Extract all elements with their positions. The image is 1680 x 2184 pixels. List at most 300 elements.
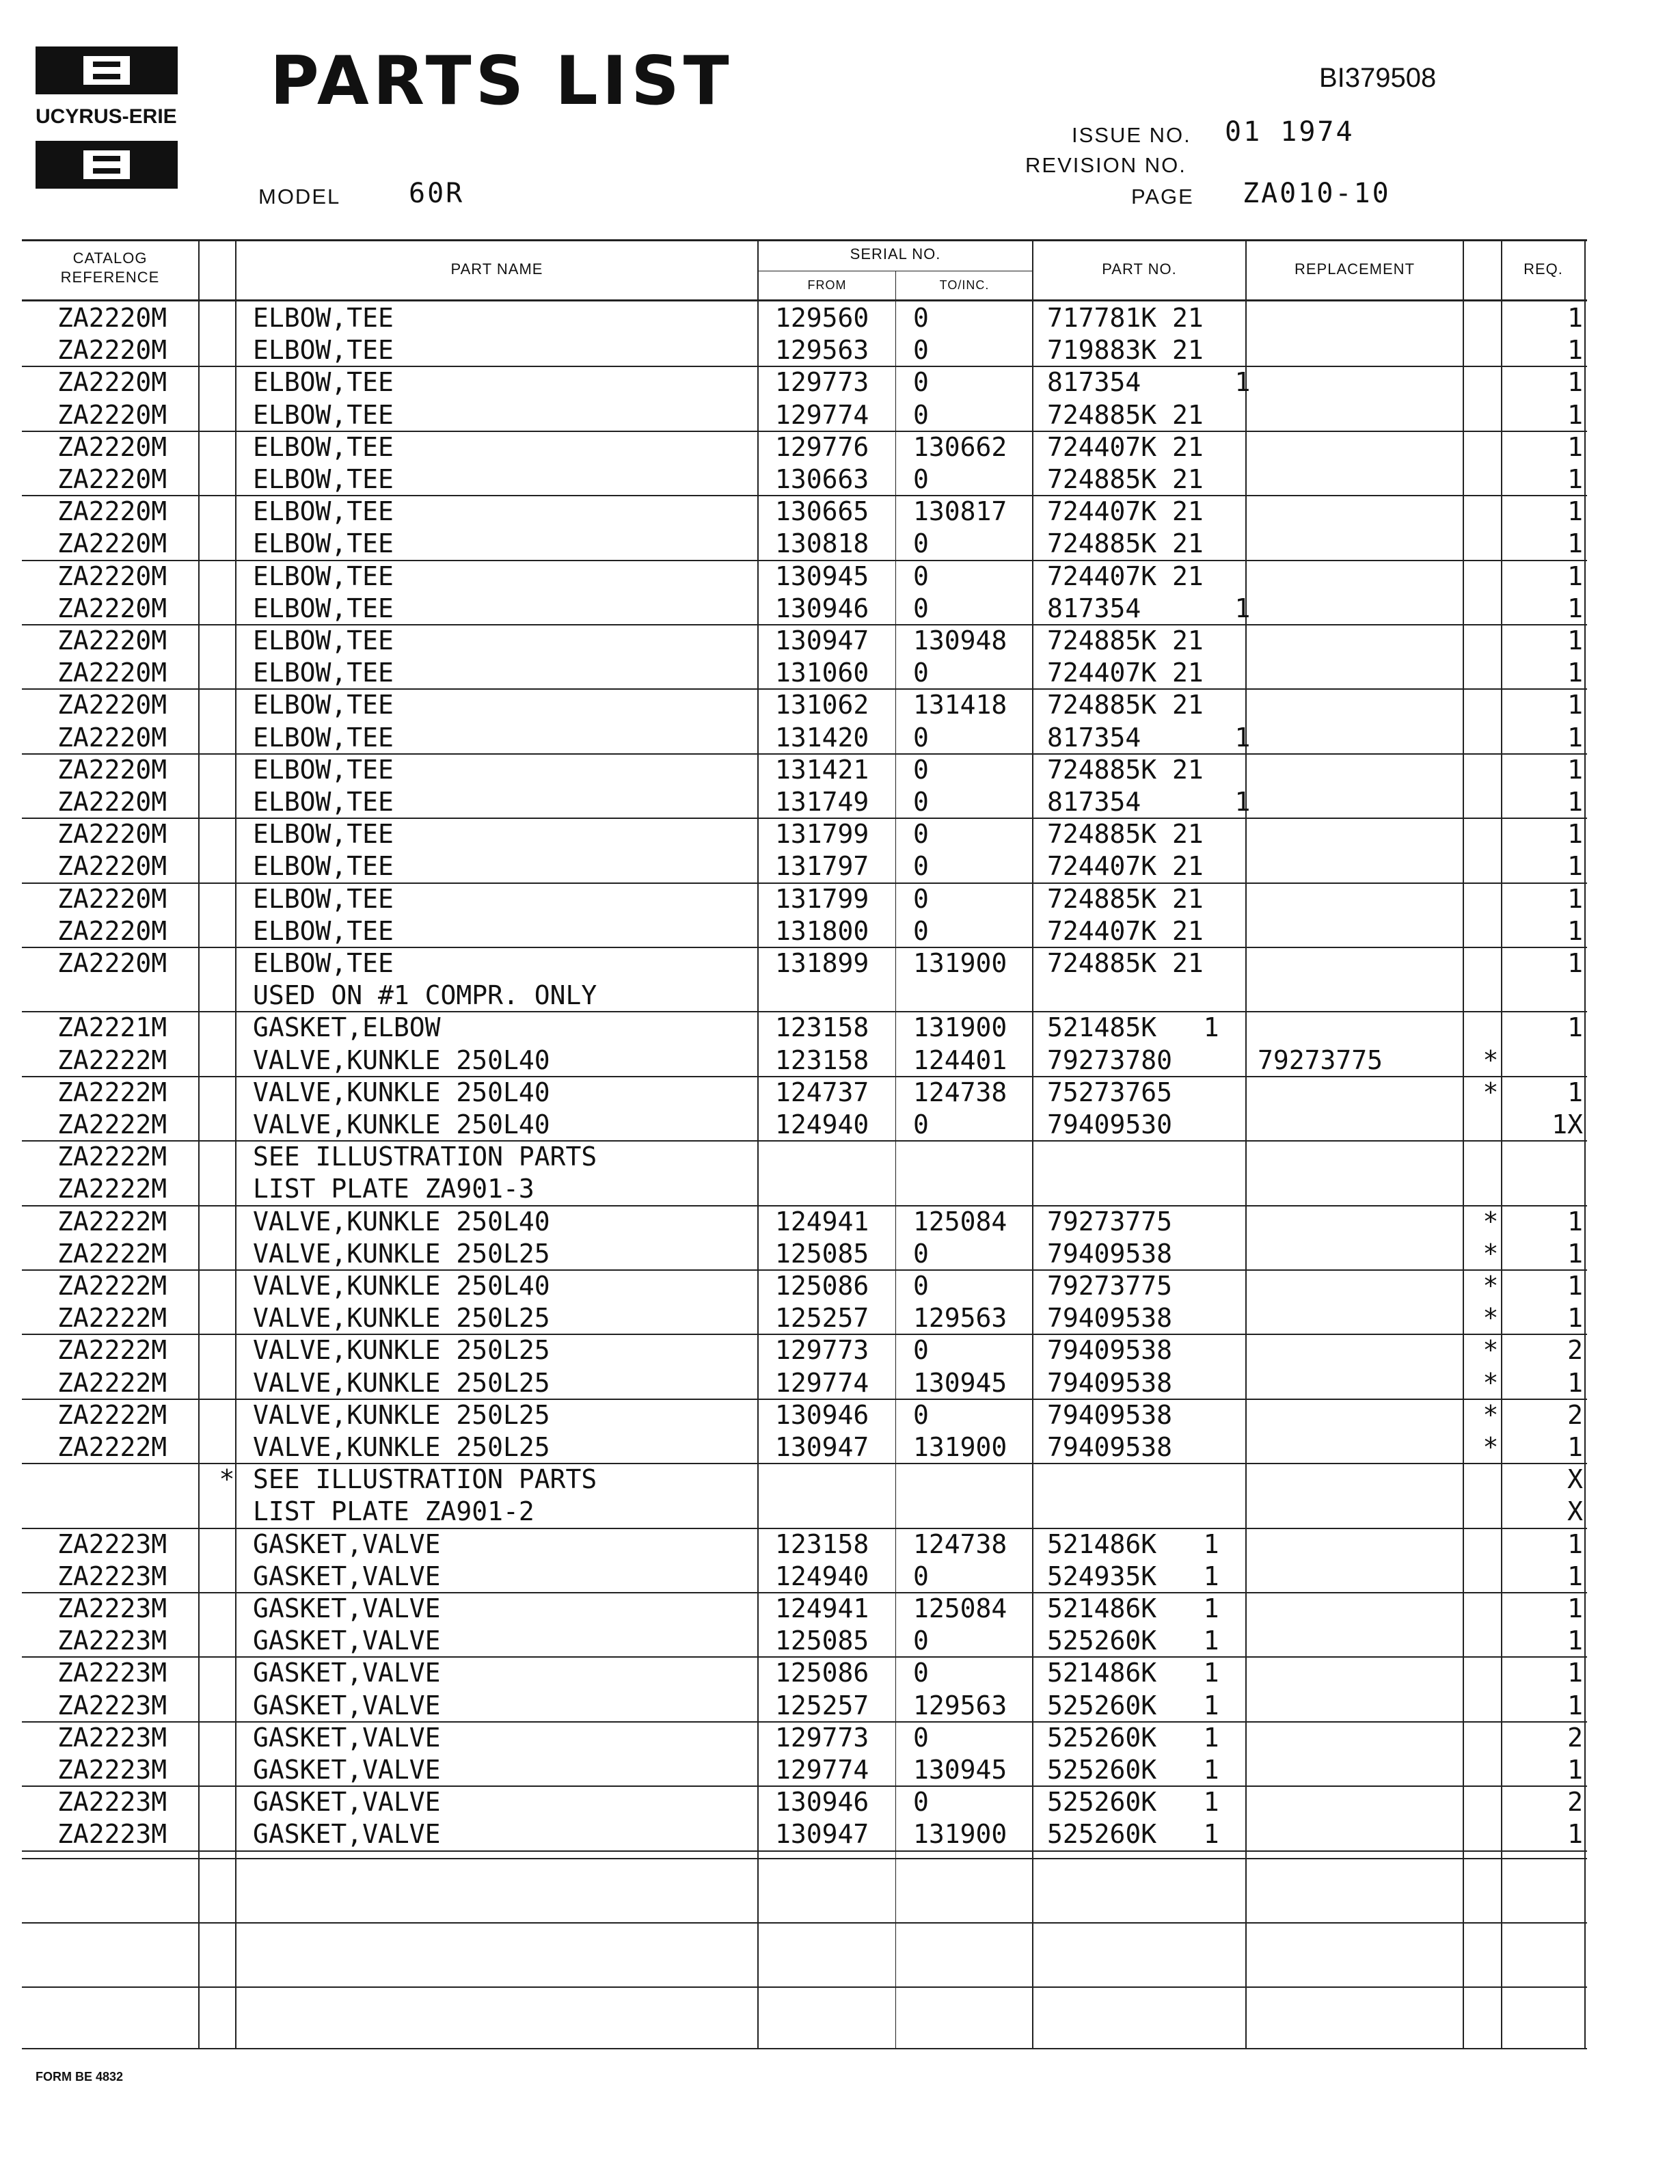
footnote-marker <box>213 1334 241 1366</box>
part-name: GASKET,VALVE <box>253 1528 441 1559</box>
replacement-marker: * <box>1482 1271 1499 1301</box>
part-number: 79409530 <box>1047 1109 1173 1140</box>
part-number: 724407K 21 <box>1047 851 1204 882</box>
serial-to: 0 <box>913 1561 929 1591</box>
table-row <box>22 1012 1587 1044</box>
table-row <box>22 625 1587 657</box>
table-row <box>22 1657 1587 1689</box>
serial-to: 0 <box>913 915 929 946</box>
replacement-marker <box>1474 915 1508 947</box>
table-row <box>22 302 1587 334</box>
serial-to: 124738 <box>913 1077 1007 1107</box>
required-quantity: X <box>1567 1496 1583 1527</box>
footnote-marker <box>213 883 241 915</box>
part-number: 817354 1 <box>1047 722 1251 753</box>
revision-label: REVISION NO. <box>1025 153 1187 177</box>
serial-to: 0 <box>913 1399 929 1430</box>
serial-to: 0 <box>913 1109 929 1140</box>
catalog-reference: ZA2222M <box>57 1399 167 1430</box>
part-name: GASKET,VALVE <box>253 1787 441 1818</box>
table-row <box>22 1722 1587 1754</box>
catalog-reference: ZA2220M <box>57 367 167 398</box>
serial-from: 129773 <box>775 1335 869 1366</box>
table-row <box>22 1399 1587 1431</box>
part-name: ELBOW,TEE <box>253 593 394 623</box>
catalog-reference: ZA2222M <box>57 1044 167 1075</box>
model-label: MODEL <box>258 185 341 208</box>
catalog-reference: ZA2220M <box>57 883 167 914</box>
replacement-marker <box>1474 366 1508 399</box>
footnote-marker <box>213 496 241 528</box>
table-row <box>22 431 1587 463</box>
catalog-reference: ZA2223M <box>57 1658 167 1688</box>
required-quantity: 1 <box>1567 1561 1583 1591</box>
replacement-marker <box>1474 334 1508 366</box>
replacement-marker: * <box>1482 1432 1499 1462</box>
part-name: VALVE,KUNKLE 250L40 <box>253 1044 550 1075</box>
replacement-marker <box>1474 1464 1508 1496</box>
catalog-reference: ZA2220M <box>57 690 167 720</box>
part-name: GASKET,VALVE <box>253 1690 441 1721</box>
footnote-marker <box>213 399 241 431</box>
replacement-marker <box>1474 1754 1508 1786</box>
serial-to: 124401 <box>913 1044 1007 1075</box>
catalog-reference: ZA2220M <box>57 787 167 817</box>
serial-from: 130946 <box>775 1399 869 1430</box>
part-name: VALVE,KUNKLE 250L40 <box>253 1077 550 1107</box>
replacement-marker <box>1474 528 1508 560</box>
table-row <box>22 1109 1587 1141</box>
table-row <box>22 1625 1587 1657</box>
replacement-marker <box>1474 1818 1508 1850</box>
catalog-reference: ZA2220M <box>57 625 167 656</box>
catalog-reference: ZA2220M <box>57 851 167 882</box>
replacement-marker: * <box>1482 1044 1499 1075</box>
table-row <box>22 496 1587 528</box>
catalog-reference: ZA2222M <box>57 1335 167 1366</box>
required-quantity: 1 <box>1567 658 1583 688</box>
part-number: 521486K 1 <box>1047 1528 1219 1559</box>
serial-from: 124940 <box>775 1109 869 1140</box>
part-number: 724885K 21 <box>1047 883 1204 914</box>
footnote-marker <box>213 1722 241 1754</box>
required-quantity: 1 <box>1567 496 1583 527</box>
serial-from: 125086 <box>775 1658 869 1688</box>
catalog-reference: ZA2223M <box>57 1690 167 1721</box>
catalog-reference: ZA2223M <box>57 1819 167 1850</box>
part-number: 79409538 <box>1047 1399 1173 1430</box>
serial-from: 131799 <box>775 883 869 914</box>
replacement-marker: * <box>1482 1206 1499 1237</box>
serial-to: 0 <box>913 1722 929 1753</box>
table-row <box>22 1206 1587 1238</box>
serial-from: 124941 <box>775 1593 869 1623</box>
replacement-marker <box>1474 786 1508 818</box>
required-quantity: 1 <box>1567 915 1583 946</box>
catalog-reference: ZA2220M <box>57 819 167 850</box>
part-number: 521486K 1 <box>1047 1593 1219 1623</box>
part-number: 79409538 <box>1047 1367 1173 1398</box>
serial-from: 130663 <box>775 464 869 494</box>
part-name: GASKET,VALVE <box>253 1722 441 1753</box>
table-row <box>22 850 1587 882</box>
table-row <box>22 1044 1587 1077</box>
serial-to: 0 <box>913 1238 929 1269</box>
serial-from: 131797 <box>775 851 869 882</box>
footnote-marker <box>213 593 241 625</box>
required-quantity: 1 <box>1567 1755 1583 1785</box>
serial-from: 125085 <box>775 1626 869 1656</box>
table-row <box>22 786 1587 818</box>
required-quantity: 1 <box>1567 851 1583 882</box>
table-row <box>22 818 1587 850</box>
required-quantity: 1 <box>1567 1432 1583 1462</box>
part-number: 525260K 1 <box>1047 1690 1219 1721</box>
footnote-marker <box>213 850 241 882</box>
part-name: VALVE,KUNKLE 250L25 <box>253 1335 550 1366</box>
part-number: 525260K 1 <box>1047 1755 1219 1785</box>
table-row <box>22 1464 1587 1496</box>
catalog-reference: ZA2220M <box>57 464 167 494</box>
part-name: VALVE,KUNKLE 250L25 <box>253 1238 550 1269</box>
replacement-marker: * <box>1482 1399 1499 1430</box>
replacement-marker <box>1474 818 1508 850</box>
table-row <box>22 1077 1587 1109</box>
part-number: 817354 1 <box>1047 367 1251 398</box>
required-quantity: 1 <box>1567 819 1583 850</box>
footnote-marker <box>213 1399 241 1431</box>
catalog-reference: ZA2220M <box>57 722 167 753</box>
part-name: ELBOW,TEE <box>253 399 394 430</box>
part-number: 79273775 <box>1047 1206 1173 1237</box>
company-logo <box>36 46 180 189</box>
serial-from: 130946 <box>775 593 869 623</box>
table-row <box>22 883 1587 915</box>
serial-from: 123158 <box>775 1528 869 1559</box>
footnote-marker <box>213 1367 241 1399</box>
col-header-replacement: REPLACEMENT <box>1294 260 1415 278</box>
part-name: ELBOW,TEE <box>253 819 394 850</box>
serial-from: 130946 <box>775 1787 869 1818</box>
replacement-marker <box>1474 980 1508 1012</box>
part-name: VALVE,KUNKLE 250L40 <box>253 1206 550 1237</box>
catalog-reference: ZA2220M <box>57 431 167 462</box>
table-row <box>22 722 1587 754</box>
serial-from: 125085 <box>775 1238 869 1269</box>
footnote-marker <box>213 561 241 593</box>
footnote-marker <box>213 722 241 754</box>
serial-to: 125084 <box>913 1593 1007 1623</box>
catalog-reference: ZA2220M <box>57 948 167 978</box>
required-quantity: 1 <box>1567 561 1583 591</box>
part-number: 521486K 1 <box>1047 1658 1219 1688</box>
catalog-reference: ZA2222M <box>57 1109 167 1140</box>
footnote-marker <box>213 1561 241 1593</box>
required-quantity <box>1526 1173 1583 1205</box>
serial-to: 131900 <box>913 1012 1007 1043</box>
replacement-marker <box>1474 722 1508 754</box>
replacement-marker <box>1474 302 1508 334</box>
catalog-reference: ZA2220M <box>57 561 167 591</box>
footnote-marker <box>213 1077 241 1109</box>
catalog-reference: ZA2223M <box>57 1561 167 1591</box>
replacement-marker <box>1474 1657 1508 1689</box>
replacement-marker: * <box>1482 1367 1499 1398</box>
required-quantity <box>1526 1141 1583 1173</box>
serial-to: 0 <box>913 561 929 591</box>
replacement-marker <box>1474 947 1508 980</box>
part-name: ELBOW,TEE <box>253 851 394 882</box>
part-number: 724885K 21 <box>1047 399 1204 430</box>
footnote-marker <box>213 1302 241 1334</box>
required-quantity: 2 <box>1567 1787 1583 1818</box>
part-number: 817354 1 <box>1047 593 1251 623</box>
catalog-reference: ZA2223M <box>57 1593 167 1623</box>
part-name: ELBOW,TEE <box>253 335 394 366</box>
serial-to: 125084 <box>913 1206 1007 1237</box>
serial-from: 129563 <box>775 335 869 366</box>
serial-from: 131421 <box>775 754 869 785</box>
table-row <box>22 1173 1587 1205</box>
serial-from: 129774 <box>775 1367 869 1398</box>
catalog-reference: ZA2220M <box>57 658 167 688</box>
replacement-marker <box>1474 1012 1508 1044</box>
serial-from: 129560 <box>775 303 869 333</box>
part-number: 724407K 21 <box>1047 915 1204 946</box>
page-title: PARTS LIST <box>270 42 733 120</box>
part-number: 817354 1 <box>1047 787 1251 817</box>
table-row <box>22 1270 1587 1302</box>
serial-from: 131899 <box>775 948 869 978</box>
part-name: VALVE,KUNKLE 250L25 <box>253 1367 550 1398</box>
footnote-marker <box>213 625 241 657</box>
part-number: 724407K 21 <box>1047 561 1204 591</box>
serial-to: 0 <box>913 722 929 753</box>
footnote-marker <box>213 1270 241 1302</box>
part-number: 724885K 21 <box>1047 464 1204 494</box>
serial-to: 0 <box>913 593 929 623</box>
serial-to: 131900 <box>913 948 1007 978</box>
table-row <box>22 1754 1587 1786</box>
catalog-reference: ZA2222M <box>57 1077 167 1107</box>
logo-brand-text: UCYRUS-ERIE <box>36 105 177 128</box>
serial-to: 0 <box>913 528 929 559</box>
table-row <box>22 1690 1587 1722</box>
required-quantity: 1 <box>1567 1271 1583 1301</box>
part-name: ELBOW,TEE <box>253 561 394 591</box>
part-name: GASKET,ELBOW <box>253 1012 441 1043</box>
replacement-marker <box>1474 1141 1508 1173</box>
table-row <box>22 1818 1587 1850</box>
serial-from: 130947 <box>775 1819 869 1850</box>
serial-from: 130947 <box>775 625 869 656</box>
part-number: 525260K 1 <box>1047 1819 1219 1850</box>
table-row <box>22 1561 1587 1593</box>
part-number: 79273780 <box>1047 1044 1173 1075</box>
part-number: 724885K 21 <box>1047 819 1204 850</box>
required-quantity: 1 <box>1567 754 1583 785</box>
catalog-reference: ZA2223M <box>57 1722 167 1753</box>
required-quantity: X <box>1567 1464 1583 1495</box>
serial-from: 130818 <box>775 528 869 559</box>
footnote-marker <box>213 528 241 560</box>
required-quantity: 1 <box>1567 1658 1583 1688</box>
serial-from: 129776 <box>775 431 869 462</box>
part-name: ELBOW,TEE <box>253 787 394 817</box>
required-quantity: 1 <box>1567 1206 1583 1237</box>
serial-to: 0 <box>913 303 929 333</box>
required-quantity: 1 <box>1567 1238 1583 1269</box>
replacement-marker <box>1474 689 1508 721</box>
table-row <box>22 1238 1587 1270</box>
serial-to: 124738 <box>913 1528 1007 1559</box>
required-quantity: 1 <box>1567 883 1583 914</box>
required-quantity: 2 <box>1567 1335 1583 1366</box>
footnote-marker <box>213 1818 241 1850</box>
serial-from: 124737 <box>775 1077 869 1107</box>
col-header-catalog: CATALOG REFERENCE <box>60 250 160 286</box>
part-number: 724407K 21 <box>1047 658 1204 688</box>
table-top-rule <box>22 239 1587 241</box>
part-name: ELBOW,TEE <box>253 883 394 914</box>
table-row <box>22 1786 1587 1818</box>
part-number: 724885K 21 <box>1047 690 1204 720</box>
serial-to: 131900 <box>913 1819 1007 1850</box>
required-quantity: 1 <box>1567 1593 1583 1623</box>
serial-from: 124941 <box>775 1206 869 1237</box>
footnote-marker <box>213 1238 241 1270</box>
replacement-marker <box>1474 593 1508 625</box>
required-quantity <box>1526 1044 1583 1077</box>
serial-to: 0 <box>913 335 929 366</box>
required-quantity: 1 <box>1567 1626 1583 1656</box>
part-name: GASKET,VALVE <box>253 1593 441 1623</box>
model-value: 60R <box>409 178 465 209</box>
footnote-marker <box>213 1754 241 1786</box>
footnote-marker <box>213 689 241 721</box>
part-number: 724407K 21 <box>1047 496 1204 527</box>
required-quantity: 1 <box>1567 528 1583 559</box>
required-quantity: 1 <box>1567 1012 1583 1043</box>
footnote-marker: * <box>219 1464 235 1495</box>
part-name: ELBOW,TEE <box>253 367 394 398</box>
part-name: VALVE,KUNKLE 250L40 <box>253 1109 550 1140</box>
footnote-marker <box>213 786 241 818</box>
part-number: 79409538 <box>1047 1303 1173 1334</box>
serial-to: 130948 <box>913 625 1007 656</box>
serial-from: 131062 <box>775 690 869 720</box>
required-quantity: 1 <box>1567 335 1583 366</box>
issue-label: ISSUE NO. <box>1072 123 1191 147</box>
part-number: 525260K 1 <box>1047 1722 1219 1753</box>
catalog-reference: ZA2220M <box>57 303 167 333</box>
part-name: VALVE,KUNKLE 250L25 <box>253 1399 550 1430</box>
serial-from: 130665 <box>775 496 869 527</box>
replacement-marker <box>1474 883 1508 915</box>
serial-to: 0 <box>913 883 929 914</box>
part-name: VALVE,KUNKLE 250L25 <box>253 1303 550 1334</box>
replacement-marker <box>1474 463 1508 496</box>
required-quantity: 2 <box>1567 1722 1583 1753</box>
required-quantity: 1 <box>1567 1528 1583 1559</box>
col-header-serial: SERIAL NO. <box>850 245 941 262</box>
required-quantity <box>1526 980 1583 1012</box>
serial-to: 0 <box>913 399 929 430</box>
required-quantity: 1 <box>1567 399 1583 430</box>
serial-to: 129563 <box>913 1303 1007 1334</box>
catalog-reference: ZA2220M <box>57 399 167 430</box>
replacement-marker <box>1474 1528 1508 1561</box>
page-value: ZA010-10 <box>1243 178 1391 209</box>
replacement-marker <box>1474 496 1508 528</box>
footnote-marker <box>213 1109 241 1141</box>
serial-to: 0 <box>913 464 929 494</box>
replacement-part: 79273775 <box>1258 1044 1383 1075</box>
footnote-marker <box>213 1431 241 1464</box>
replacement-marker <box>1474 1786 1508 1818</box>
table-row <box>22 1302 1587 1334</box>
footnote-marker <box>213 334 241 366</box>
serial-to: 0 <box>913 1658 929 1688</box>
catalog-reference: ZA2222M <box>57 1271 167 1301</box>
serial-from: 125086 <box>775 1271 869 1301</box>
footnote-marker <box>213 1173 241 1205</box>
replacement-marker <box>1474 657 1508 689</box>
catalog-reference: ZA2222M <box>57 1367 167 1398</box>
serial-from: 131420 <box>775 722 869 753</box>
part-name: ELBOW,TEE <box>253 722 394 753</box>
footnote-marker <box>213 1012 241 1044</box>
serial-to: 131418 <box>913 690 1007 720</box>
part-number: 525260K 1 <box>1047 1787 1219 1818</box>
part-number: 724885K 21 <box>1047 625 1204 656</box>
required-quantity: 1 <box>1567 690 1583 720</box>
serial-to: 0 <box>913 658 929 688</box>
footnote-marker <box>213 1690 241 1722</box>
table-row <box>22 1141 1587 1173</box>
serial-to: 0 <box>913 851 929 882</box>
header-bottom-rule <box>22 299 1587 301</box>
catalog-reference: ZA2222M <box>57 1432 167 1462</box>
part-name: ELBOW,TEE <box>253 948 394 978</box>
serial-from: 123158 <box>775 1044 869 1075</box>
part-number: 724885K 21 <box>1047 754 1204 785</box>
catalog-reference: ZA2222M <box>57 1142 167 1172</box>
replacement-marker <box>1474 1109 1508 1141</box>
footnote-marker <box>213 915 241 947</box>
replacement-marker <box>1474 625 1508 657</box>
catalog-reference: ZA2223M <box>57 1787 167 1818</box>
part-number: 79409538 <box>1047 1335 1173 1366</box>
part-name: GASKET,VALVE <box>253 1626 441 1656</box>
table-row <box>22 366 1587 399</box>
serial-from: 123158 <box>775 1012 869 1043</box>
serial-to: 130817 <box>913 496 1007 527</box>
required-quantity: 1 <box>1567 722 1583 753</box>
footnote-marker <box>213 818 241 850</box>
required-quantity: 1 <box>1567 948 1583 978</box>
catalog-reference: ZA2220M <box>57 915 167 946</box>
serial-from: 129774 <box>775 1755 869 1785</box>
replacement-marker <box>1474 754 1508 786</box>
replacement-marker <box>1474 1593 1508 1625</box>
footnote-marker <box>213 1496 241 1528</box>
part-name: ELBOW,TEE <box>253 915 394 946</box>
serial-from: 131799 <box>775 819 869 850</box>
required-quantity: 1 <box>1567 1077 1583 1107</box>
serial-from: 130947 <box>775 1432 869 1462</box>
replacement-marker <box>1474 561 1508 593</box>
